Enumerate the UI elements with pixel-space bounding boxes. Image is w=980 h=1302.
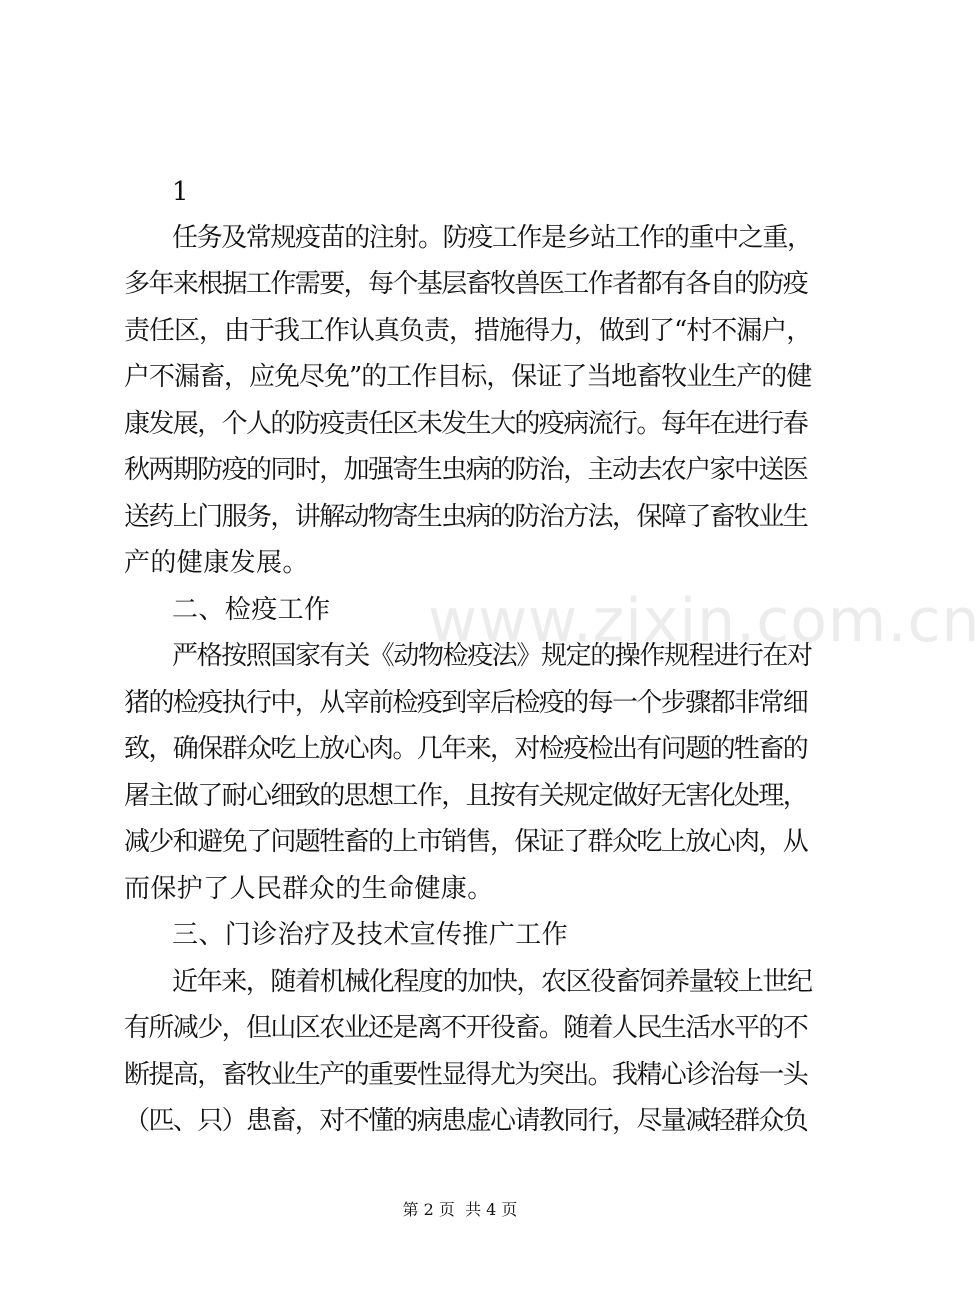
text-line: 近年来，随着机械化程度的加快，农区役畜饲养量较上世纪 <box>172 967 812 997</box>
text-line: 严格按照国家有关《动物检疫法》规定的操作规程进行在对 <box>172 641 812 671</box>
section-heading: 三、门诊治疗及技术宣传推广工作 <box>172 920 569 950</box>
section-heading: 二、检疫工作 <box>172 595 331 625</box>
text-line: 秋两期防疫的同时，加强寄生虫病的防治，主动去农户家中送医 <box>124 455 808 485</box>
text-line: 屠主做了耐心细致的思想工作，且按有关规定做好无害化处理， <box>124 781 808 811</box>
page-footer: 第 2 页 共 4 页 <box>402 1200 518 1219</box>
watermark: www.zixin.com.cn <box>428 586 980 656</box>
text-line: 猪的检疫执行中，从宰前检疫到宰后检疫的每一个步骤都非常细 <box>124 688 808 718</box>
text-line: 户不漏畜，应免尽免”的工作目标，保证了当地畜牧业生产的健 <box>124 362 812 392</box>
text-line: 断提高，畜牧业生产的重要性显得尤为突出。我精心诊治每一头 <box>124 1060 808 1090</box>
page-number-label: 1 <box>172 177 189 207</box>
text-line: 而保护了人民群众的生命健康。 <box>124 874 494 904</box>
text-line: 责任区，由于我工作认真负责，措施得力，做到了“村不漏户， <box>124 316 812 346</box>
text-line: 产的健康发展。 <box>124 548 309 578</box>
text-line: 减少和避免了问题牲畜的上市销售，保证了群众吃上放心肉，从 <box>124 827 808 857</box>
text-line: 多年来根据工作需要，每个基层畜牧兽医工作者都有各自的防疫 <box>124 269 808 299</box>
text-line: 送药上门服务，讲解动物寄生虫病的防治方法，保障了畜牧业生 <box>124 502 808 532</box>
text-line: 康发展，个人的防疫责任区未发生大的疫病流行。每年在进行春 <box>124 409 808 439</box>
text-line: 致，确保群众吃上放心肉。几年来，对检疫检出有问题的牲畜的 <box>124 734 808 764</box>
text-line: （匹、只）患畜，对不懂的病患虚心请教同行，尽量减轻群众负 <box>124 1106 808 1136</box>
text-line: 任务及常规疫苗的注射。防疫工作是乡站工作的重中之重， <box>172 223 812 253</box>
text-line: 有所减少，但山区农业还是离不开役畜。随着人民生活水平的不 <box>124 1013 808 1043</box>
